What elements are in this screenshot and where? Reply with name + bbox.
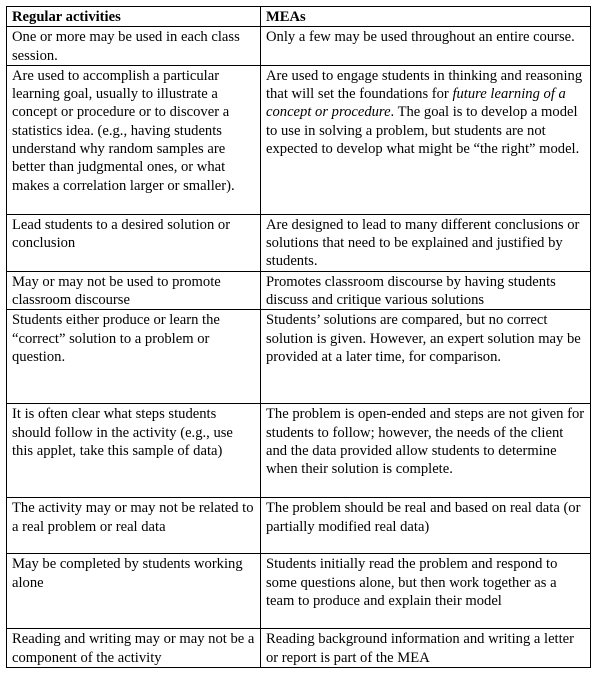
mea-text: . The goal is to develop a model to use in solving a problem, but students are not expected to develop what might be “the right” model.: [266, 104, 580, 158]
regular-cell: May be completed by students working alone: [7, 554, 261, 629]
header-row: [7, 7, 591, 27]
mea-cell: Reading background information and writing a letter or report is part of the MEA: [261, 629, 591, 668]
mea-cell: Promotes classroom discourse by having students discuss and critique various solutions: [261, 271, 591, 310]
mea-cell: The problem is open-ended and steps are not given for students to follow; however, the needs of the client and the data provided allow students to determine when their solution is complete.: [261, 404, 591, 498]
regular-cell: Are used to accomplish a particular learning goal, usually to illustrate a concept or procedure or to discover a statistics idea. (e.g., having students understand why random samples are better than judgmental ones, or what makes a correlation larger or smaller).: [7, 65, 261, 214]
table-row: [7, 65, 591, 214]
regular-cell: It is often clear what steps students should follow in the activity (e.g., use this applet, take this sample of data): [7, 404, 261, 498]
regular-cell: The activity may or may not be related to a real problem or real data: [7, 498, 261, 554]
mea-cell: Are designed to lead to many different conclusions or solutions that need to be explained and justified by students.: [261, 214, 591, 271]
table-row: [7, 498, 591, 554]
table-row: [7, 271, 591, 310]
mea-cell: The problem should be real and based on real data (or partially modified real data): [261, 498, 591, 554]
mea-cell: Students initially read the problem and respond to some questions alone, but then work together as a team to produce and explain their model: [261, 554, 591, 629]
regular-cell: May or may not be used to promote classroom discourse: [7, 271, 261, 310]
regular-cell: One or more may be used in each class session.: [7, 27, 261, 66]
table-row: [7, 404, 591, 498]
comparison-table: [6, 6, 591, 668]
table-row: [7, 27, 591, 66]
header-regular-activities: Regular activities: [7, 7, 261, 27]
regular-cell: Lead students to a desired solution or conclusion: [7, 214, 261, 271]
table-row: [7, 310, 591, 404]
regular-cell: Students either produce or learn the “correct” solution to a problem or question.: [7, 310, 261, 404]
header-meas: MEAs: [261, 7, 591, 27]
mea-text: Are used to engage students in thinking and reasoning that will set the foundations for: [266, 67, 583, 103]
table-row: [7, 629, 591, 668]
mea-text-italic: future learning of a concept or procedure: [266, 86, 566, 121]
mea-cell: [261, 65, 591, 214]
regular-cell: Reading and writing may or may not be a component of the activity: [7, 629, 261, 668]
mea-cell: Students’ solutions are compared, but no correct solution is given. However, an expert solution may be provided at a later time, for comparison.: [261, 310, 591, 404]
table-row: [7, 214, 591, 271]
table-row: [7, 554, 591, 629]
mea-cell: Only a few may be used throughout an entire course.: [261, 27, 591, 66]
